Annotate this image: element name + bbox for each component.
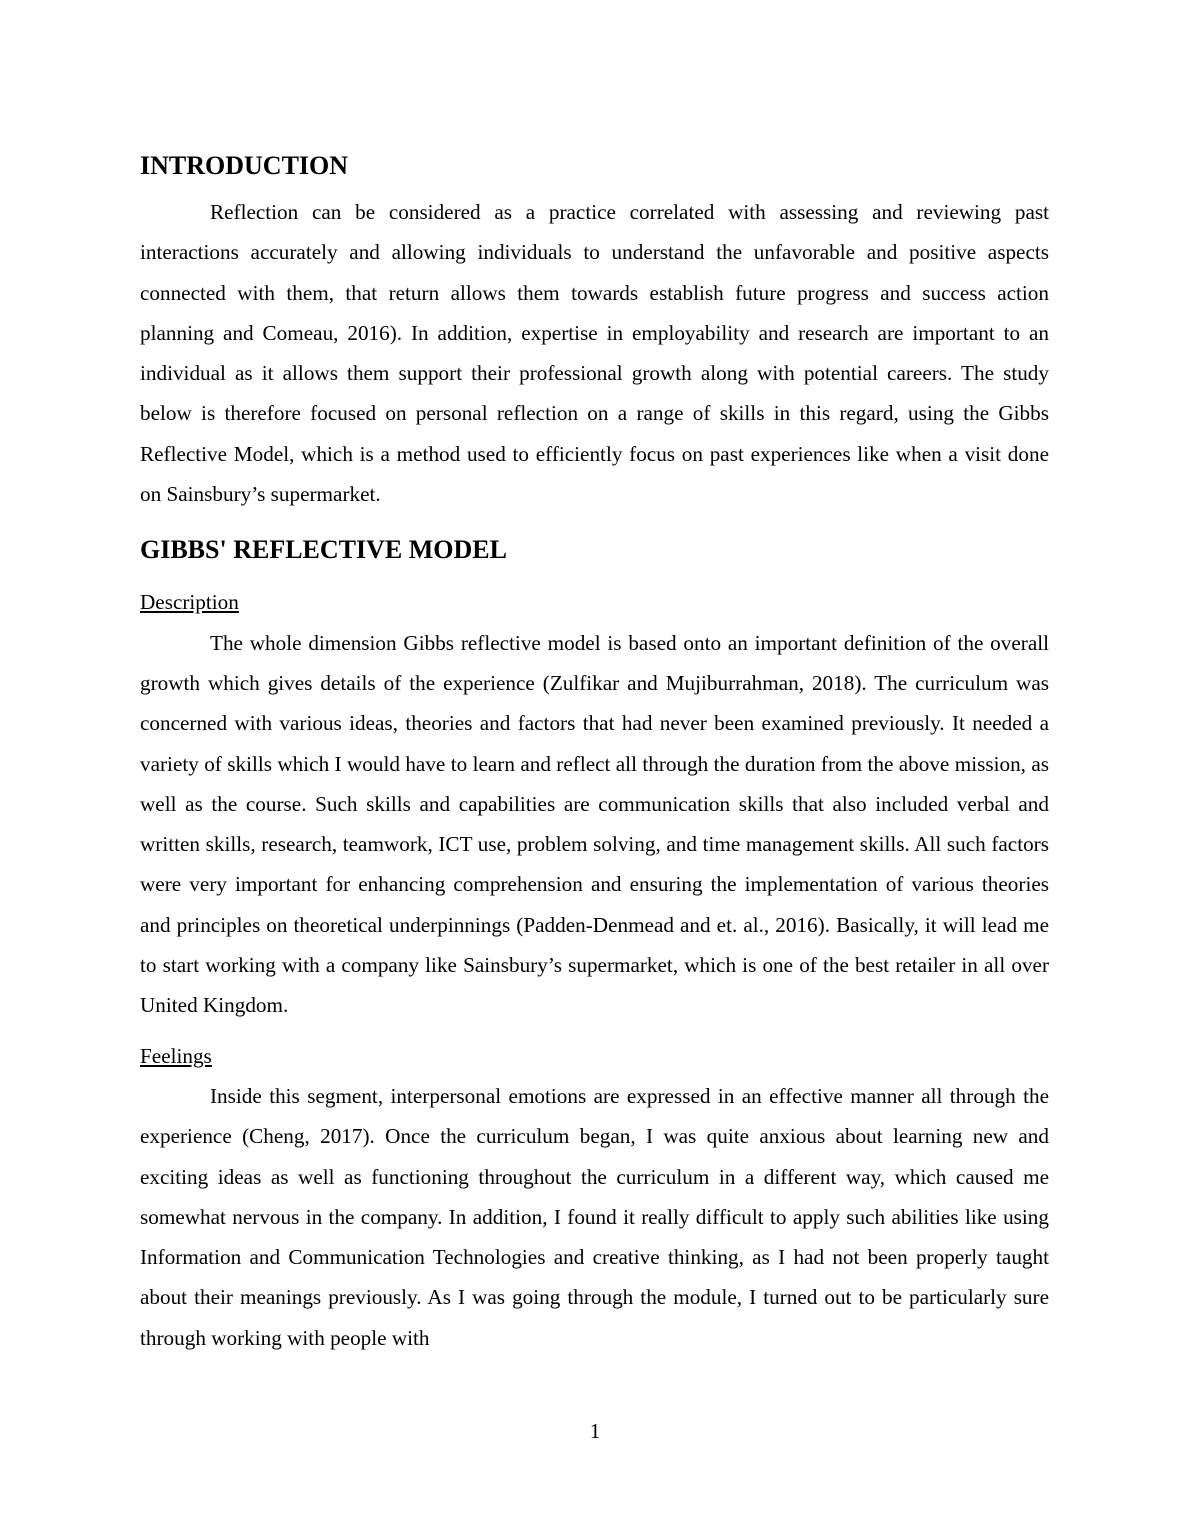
page-content: [140, 148, 1049, 1358]
heading-introduction: INTRODUCTION: [140, 151, 349, 180]
introduction-paragraph: Reflection can be considered as a practice correlated with assessing and reviewing past interactions accurately and allowing individuals to understand the unfavorable and positive aspects connected with them, that return allows them towards establish future progress and success action planning and Comeau, 2016). In addition, expertise in employability and research are important to an individual as it allows them support their professional growth along with potential careers. The study below is therefore focused on personal reflection on a range of skills in this regard, using the Gibbs Reflective Model, which is a method used to efficiently focus on past experiences like when a visit done on Sainsbury’s supermarket.: [140, 200, 1049, 507]
heading-gibbs-reflective-model: GIBBS' REFLECTIVE MODEL: [140, 535, 507, 565]
feelings-paragraph: Inside this segment, interpersonal emotions are expressed in an effective manner all through the experience (Cheng, 2017). Once the curriculum began, I was quite anxious about learning new and exciting ideas as well as functioning throughout the curriculum in a different way, which caused me somewhat nervous in the company. In addition, I found it really difficult to apply such abilities like using Information and Communication Technologies and creative thinking, as I had not been properly taught about their meanings previously. As I was going through the module, I turned out to be particularly sure through working with people with: [140, 1083, 1049, 1350]
page-number: 1: [589, 1419, 601, 1443]
subheading-description: Description: [140, 590, 239, 615]
subheading-feelings: Feelings: [140, 1043, 212, 1068]
description-paragraph: The whole dimension Gibbs reflective model is based onto an important definition of the overall growth which gives details of the experience (Zulfikar and Mujiburrahman, 2018). The curriculum was concerned with various ideas, theories and factors that had never been examined previously. It needed a variety of skills which I would have to learn and reflect all through the duration from the above mission, as well as the course. Such skills and capabilities are communication skills that also included verbal and written skills, research, teamwork, ICT use, problem solving, and time management skills. All such factors were very important for enhancing comprehension and ensuring the implementation of various theories and principles on theoretical underpinnings (Padden-Denmead and et. al., 2016). Basically, it will lead me to start working with a company like Sainsbury’s supermarket, which is one of the best retailer in all over United Kingdom.: [140, 630, 1049, 1018]
